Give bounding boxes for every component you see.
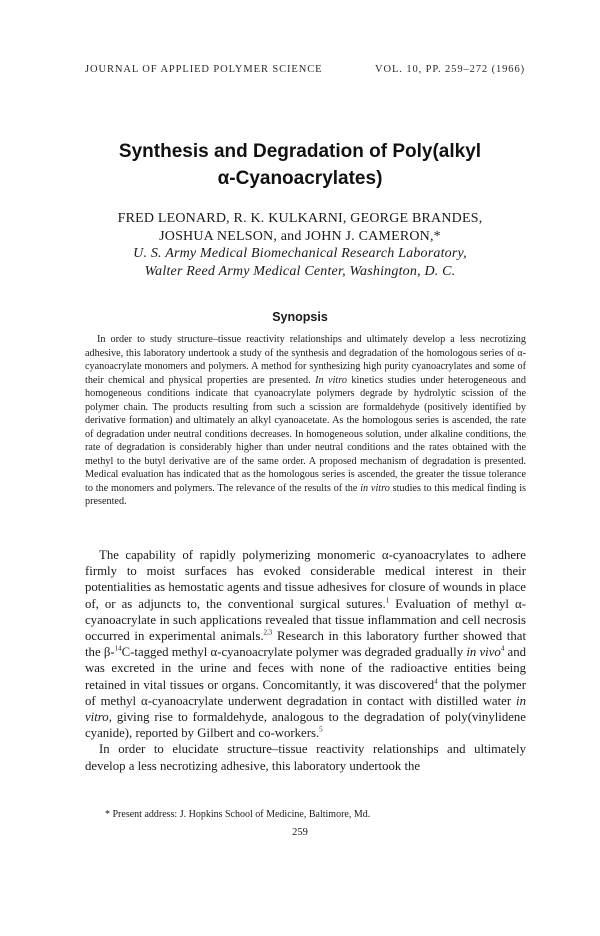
affiliation-line-1: U. S. Army Medical Biomechanical Research Laboratory, <box>133 246 467 261</box>
citation-ref: 2,3 <box>263 628 273 637</box>
body-text-run: Evaluation of methyl α-cyanoacrylate in such applications revealed that tissue inflammation and cell necrosis occurred in experimental animals. <box>85 596 526 644</box>
body-text-run: that the polymer of methyl α-cyanoacrylate underwent degradation in contact with distilled water <box>85 677 526 708</box>
isotope-superscript: 14 <box>114 644 122 653</box>
authors-line-2: JOSHUA NELSON, and JOHN J. CAMERON,* <box>159 228 441 244</box>
title-line-1: Synthesis and Degradation of Poly(alkyl <box>118 141 482 162</box>
body-text <box>85 547 526 774</box>
author-block <box>60 210 540 280</box>
title-line-2: α-Cyanoacrylates) <box>217 168 383 189</box>
body-text-run: , giving rise to formaldehyde, analogous to the degradation of poly(vinylidene cyanide), reported by Gilbert and co-workers. <box>85 710 526 741</box>
citation-ref: 4 <box>434 677 438 686</box>
citation-ref: 1 <box>385 596 390 605</box>
emphasis-in-vitro: in vitro <box>85 693 526 725</box>
synopsis-sentence-2: kinetics studies under heterogeneous and homogeneous conditions indicate that cyanoacrylate polymers degrade by hydrolytic scission of the polymer chain. The products resulting from such a scission are formaldehyde (positively identified by derivative formation) and ultimately an alkyl cyanoacetate. As the homologous series is ascended, the rate of degradation under neutral conditions decreases. In homogeneous solution, under alkaline conditions, the rate of degradation is considerably higher than under neutral conditions and the rates obtained with the methyl to the butyl derivative are of the same order. A proposed mechanism of degradation is presented. Medical evaluation has indicated that as the homologous series is ascended, the greater the tissue tolerance to the monomers and polymers. The relevance of the results of the <box>85 374 526 494</box>
page-number: 259 <box>292 827 308 838</box>
body-text-run: The capability of rapidly polymerizing monomeric α-cyanoacrylates to adhere firmly to moist surfaces has evoked considerable medical interest in their potentialities as hemostatic agents and tissue adhesives for closure of wounds in place of, or as adjuncts to, the conventional surgical sutures. <box>85 548 526 611</box>
citation-ref: 5 <box>319 725 323 734</box>
synopsis-emphasis-in-vitro: In vitro <box>315 374 347 386</box>
footnote: * Present address: J. Hopkins School of Medicine, Baltimore, Md. <box>105 809 371 820</box>
synopsis-sentence-1: In order to study structure–tissue reactivity relationships and ultimately develop a less necrotizing adhesive, this laboratory undertook a study of the synthesis and degradation of the homologous series of α-cyanoacrylate monomers and polymers. A method for synthesizing high purity cyanoacrylates and some of their chemical and physical properties are presented. <box>85 334 526 386</box>
affiliation-line-2: Walter Reed Army Medical Center, Washington, D. C. <box>144 263 456 279</box>
body-text-run: and was excreted in the urine and feces with none of the radioactive entities being retained in vital tissues or organs. Concomitantly, it was discovered <box>85 645 526 692</box>
body-paragraph-2: In order to elucidate structure–tissue reactivity relationships and ultimately develop a less necrotizing adhesive, this laboratory undertook the <box>85 742 526 773</box>
body-text-run: C-tagged methyl α-cyanoacrylate polymer was degraded gradually <box>121 645 467 660</box>
synopsis-text <box>85 333 526 509</box>
volume-pages: VOL. 10, PP. 259–272 (1966) <box>374 64 525 75</box>
paper-title <box>60 138 540 192</box>
synopsis-emphasis-in-vitro-2: in vitro <box>360 482 390 494</box>
emphasis-in-vivo: in vivo <box>466 645 501 660</box>
authors-line-1: FRED LEONARD, R. K. KULKARNI, GEORGE BRANDES, <box>117 211 483 226</box>
synopsis-sentence-3: studies to this medical finding is presented. <box>85 482 526 507</box>
journal-name: JOURNAL OF APPLIED POLYMER SCIENCE <box>85 64 323 75</box>
body-paragraph-1 <box>85 547 526 741</box>
body-text-run: Research in this laboratory further showed that the β- <box>85 629 526 660</box>
running-head <box>85 64 525 75</box>
synopsis-heading: Synopsis <box>272 310 328 324</box>
citation-ref: 4 <box>500 644 505 653</box>
